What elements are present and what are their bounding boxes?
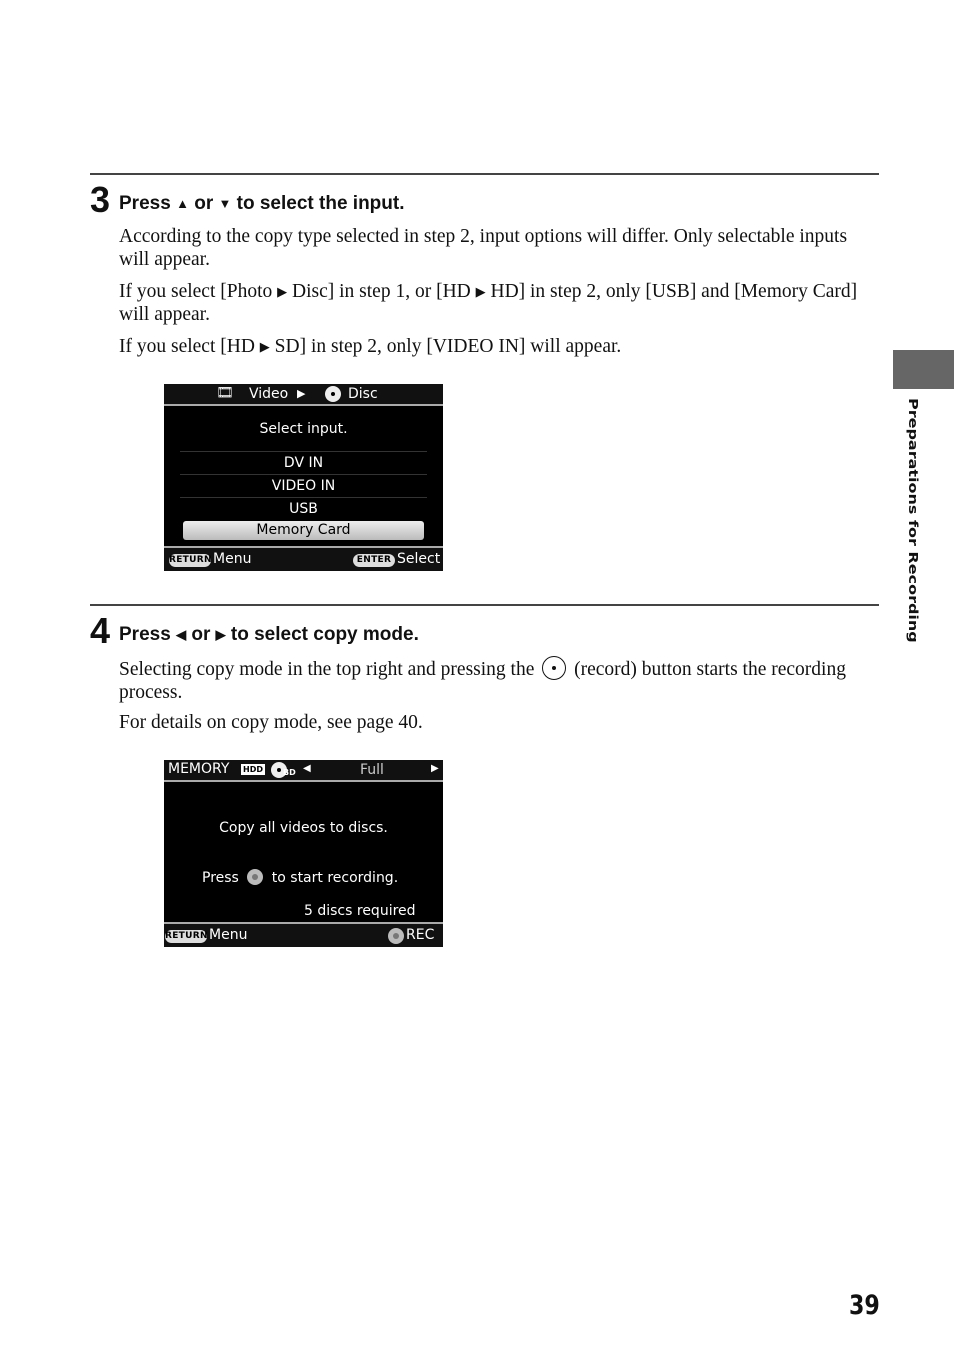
step3-p2-part-b: Disc] in step 1, or [HD (292, 281, 471, 302)
input-option-memory-card[interactable]: Memory Card (183, 521, 424, 540)
step4-paragraph-2: For details on copy mode, see page 40. (119, 712, 423, 733)
chapter-tab-label: Preparations for Recording (906, 398, 922, 643)
step3-p2-part-c: HD] in step 2, only [USB] and [Memory Card] will appear. (119, 281, 858, 325)
footer-select-label: Select (397, 551, 441, 567)
down-arrow-icon: ▼ (218, 196, 232, 211)
header-source-label: Video (249, 386, 289, 402)
press-label: Press (202, 870, 239, 886)
step4-heading (119, 624, 419, 646)
screen-header (164, 384, 443, 406)
screen-footer (164, 546, 443, 571)
rec-button-icon[interactable] (388, 928, 404, 944)
step4-paragraph-1 (119, 656, 879, 704)
return-button[interactable]: RETURN (165, 931, 208, 941)
return-button[interactable]: RETURN (169, 555, 212, 565)
screen-header (164, 760, 443, 782)
mode-left-arrow-icon[interactable]: ◀ (303, 763, 311, 774)
footer-menu-label: Menu (213, 551, 252, 567)
step3-paragraph-2 (119, 280, 879, 326)
footer-menu-label: Menu (209, 927, 248, 943)
right-arrow-icon: ▶ (297, 387, 306, 400)
disc-icon (325, 386, 341, 402)
left-arrow-icon: ◀ (176, 627, 187, 642)
chapter-tab (893, 350, 954, 389)
step3-heading-press: Press (119, 193, 171, 214)
right-arrow-icon: ▶ (277, 284, 288, 299)
step4-p1-part-b: (record) button starts the recording process. (119, 659, 846, 703)
up-arrow-icon: ▲ (176, 196, 189, 211)
copy-description: Copy all videos to discs. (219, 820, 388, 836)
right-arrow-icon: ▶ (259, 339, 270, 354)
right-arrow-icon: ▶ (475, 284, 486, 299)
header-source-label: MEMORY (168, 761, 230, 777)
step3-p2-part-a: If you select [Photo (119, 281, 273, 302)
film-icon: 🎞 (216, 385, 234, 401)
input-option-usb[interactable]: USB (180, 497, 427, 520)
discs-required-label: 5 discs required (304, 903, 416, 919)
input-prompt: Select input. (259, 421, 348, 437)
copy-mode-screen (164, 760, 443, 947)
step-number-3: 3 (90, 179, 111, 220)
bd-badge-icon: BD (283, 768, 296, 777)
press-to-record-line (202, 869, 398, 886)
copy-mode-value[interactable]: Full (360, 762, 384, 778)
mode-right-arrow-icon[interactable]: ▶ (431, 763, 439, 774)
page-number: 39 (849, 1290, 880, 1321)
step3-heading-rest: to select the input. (236, 193, 405, 214)
step3-paragraph-3 (119, 335, 879, 358)
record-icon (247, 869, 263, 885)
footer-rec-label: REC (406, 927, 435, 943)
screen-footer (164, 922, 443, 947)
step4-p1-part-a: Selecting copy mode in the top right and pressing the (119, 659, 535, 680)
step3-p3-part-b: SD] in step 2, only [VIDEO IN] will appear. (274, 336, 622, 357)
section-divider-step4 (90, 604, 879, 606)
hdd-badge-icon: HDD (243, 765, 263, 774)
step4-heading-or: or (191, 624, 211, 645)
record-button-icon (542, 656, 566, 680)
step4-heading-rest: to select copy mode. (230, 624, 419, 645)
step4-heading-press: Press (119, 624, 171, 645)
step3-heading-or: or (194, 193, 214, 214)
right-arrow-icon: ▶ (215, 627, 226, 642)
enter-button[interactable]: ENTER (353, 554, 395, 567)
step3-heading (119, 193, 405, 215)
header-dest-label: Disc (348, 386, 378, 402)
step-number-4: 4 (90, 610, 111, 651)
select-input-screen (164, 384, 443, 571)
input-option-dv-in[interactable]: DV IN (180, 451, 427, 474)
section-divider-step3 (90, 173, 879, 175)
step3-p3-part-a: If you select [HD (119, 336, 255, 357)
input-option-video-in[interactable]: VIDEO IN (180, 474, 427, 497)
step3-paragraph-1: According to the copy type selected in step 2, input options will differ. Only selectable inputs will appear. (119, 226, 848, 270)
start-recording-label: to start recording. (271, 870, 399, 886)
